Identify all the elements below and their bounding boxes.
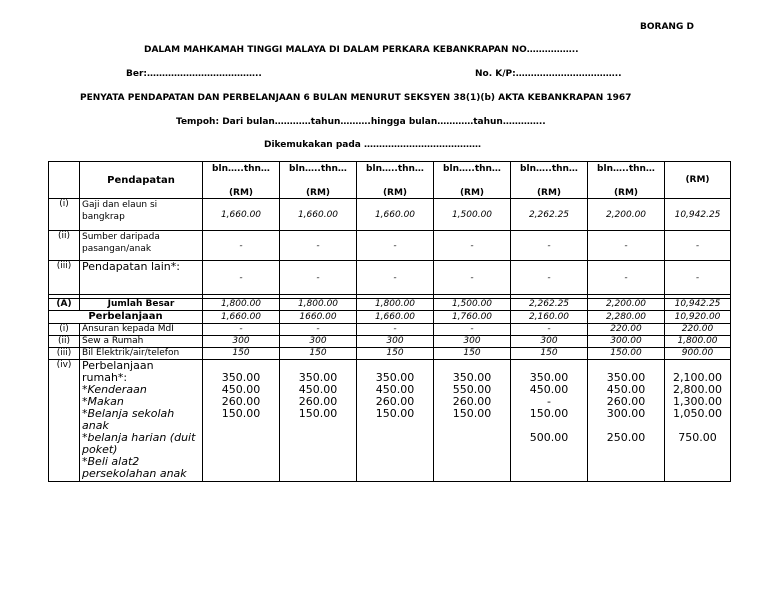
rumah-no: (iv) — [49, 360, 80, 482]
jumlah-besar-row-value: 2,262.25 — [511, 299, 588, 311]
ansuran-row-value: - — [203, 324, 280, 336]
pendapatan-lain-row-value: - — [357, 261, 434, 295]
rumah-label-cell — [80, 360, 203, 482]
rumah-value: 450.00 — [298, 383, 338, 396]
pendapatan-lain-row-value: - — [588, 261, 665, 295]
bil-row-value: 150 — [203, 348, 280, 360]
jumlah-besar-row-no: (A) — [49, 299, 80, 311]
rumah-value: 2,800.00 — [673, 383, 722, 396]
sumber-row-value: - — [511, 231, 588, 261]
rumah-value-cell — [357, 360, 434, 482]
rumah-value: 150.00 — [221, 407, 261, 420]
rumah-value: 350.00 — [452, 371, 492, 384]
bil-row-value: 150 — [511, 348, 588, 360]
bil-row-value: 150 — [280, 348, 357, 360]
rumah-value: 450.00 — [221, 383, 261, 396]
rumah-value: 260.00 — [221, 395, 261, 408]
rumah-value-cell — [588, 360, 665, 482]
rumah-title: Perbelanjaan rumah*: — [82, 359, 154, 384]
dikemukakan-line: Dikemukakan pada ………………………………… — [264, 140, 482, 150]
rumah-value: 2,100.00 — [673, 371, 722, 384]
gaji-row-value: 1,500.00 — [434, 199, 511, 231]
statement-title: PENYATA PENDAPATAN DAN PERBELANJAAN 6 BULAN MENURUT SEKSYEN 38(1)(b) AKTA KEBANKRAPAN 1967 — [80, 93, 632, 103]
form-id: BORANG D — [640, 22, 694, 32]
pendapatan-lain-row-value: - — [434, 261, 511, 295]
gaji-row-value: 2,200.00 — [588, 199, 665, 231]
sewa-row-value: 300 — [434, 336, 511, 348]
rm-label: (RM) — [305, 188, 331, 198]
rumah-item: *Makan — [82, 395, 124, 408]
sumber-row-label: Sumber daripada pasangan/anak — [80, 231, 203, 261]
sumber-row-value: - — [203, 231, 280, 261]
pendapatan-lain-row-value: - — [511, 261, 588, 295]
perbelanjaan-row-value: 1,660.00 — [357, 311, 434, 324]
rumah-value: 1,050.00 — [673, 407, 722, 420]
sumber-row — [49, 231, 731, 261]
month-label: bln…..thn… — [289, 164, 347, 174]
sumber-row-value: - — [665, 231, 731, 261]
rumah-value: 350.00 — [375, 371, 415, 384]
month-label: bln…..thn… — [520, 164, 578, 174]
sumber-row-value: - — [280, 231, 357, 261]
perbelanjaan-row-value: 1,660.00 — [203, 311, 280, 324]
gaji-row-label: Gaji dan elaun si bangkrap — [80, 199, 203, 231]
rumah-value: 260.00 — [298, 395, 338, 408]
month-header — [588, 162, 665, 199]
bil-row-label: Bil Elektrik/air/telefon — [80, 348, 203, 360]
perbelanjaan-row-value: 2,280.00 — [588, 311, 665, 324]
month-header — [357, 162, 434, 199]
ansuran-row-value: - — [280, 324, 357, 336]
income-expense-table — [48, 161, 731, 482]
sewa-row-value: 300 — [511, 336, 588, 348]
gaji-row-value: 1,660.00 — [357, 199, 434, 231]
rumah-value: 260.00 — [606, 395, 646, 408]
perbelanjaan-row — [49, 311, 731, 324]
rm-label: (RM) — [536, 188, 562, 198]
sewa-row-no: (ii) — [49, 336, 80, 348]
gaji-row-no: (i) — [49, 199, 80, 231]
rm-label: (RM) — [613, 188, 639, 198]
ansuran-row-label: Ansuran kepada MdI — [80, 324, 203, 336]
rumah-value-cell — [665, 360, 731, 482]
rumah-value: 150.00 — [298, 407, 338, 420]
rumah-value: 150.00 — [375, 407, 415, 420]
rumah-value: 350.00 — [529, 371, 569, 384]
rumah-value: 450.00 — [375, 383, 415, 396]
month-label: bln…..thn… — [443, 164, 501, 174]
perbelanjaan-row-value: 2,160.00 — [511, 311, 588, 324]
kp-field: No. K/P:…………………………….. — [475, 69, 622, 79]
sewa-row-value: 300 — [203, 336, 280, 348]
court-line: DALAM MAHKAMAH TINGGI MALAYA DI DALAM PERKARA KEBANKRAPAN NO…………….. — [144, 45, 579, 55]
sewa-row-label: Sew a Rumah — [80, 336, 203, 348]
pendapatan-lain-row-label: Pendapatan lain*: — [80, 261, 203, 295]
bil-row-value: 150 — [434, 348, 511, 360]
month-header — [434, 162, 511, 199]
month-label: bln…..thn… — [212, 164, 270, 174]
gaji-row-value: 1,660.00 — [203, 199, 280, 231]
rumah-value: 150.00 — [452, 407, 492, 420]
total-rm-header: (RM) — [665, 162, 731, 199]
tempoh-line: Tempoh: Dari bulan…………tahun……….hingga bulan…………tahun………….. — [176, 117, 546, 127]
jumlah-besar-row-value: 1,800.00 — [357, 299, 434, 311]
jumlah-besar-row-value: 1,500.00 — [434, 299, 511, 311]
rumah-value: 250.00 — [606, 431, 646, 444]
jumlah-besar-row-value: 1,800.00 — [203, 299, 280, 311]
rumah-value-cell — [280, 360, 357, 482]
bil-row-value: 900.00 — [665, 348, 731, 360]
rumah-value: 750.00 — [678, 431, 717, 444]
sewa-row-value: 1,800.00 — [665, 336, 731, 348]
rumah-value-cell — [511, 360, 588, 482]
rm-label: (RM) — [228, 188, 254, 198]
perbelanjaan-row-value: 10,920.00 — [665, 311, 731, 324]
rumah-value: 450.00 — [606, 383, 646, 396]
month-header — [280, 162, 357, 199]
ansuran-row-value: - — [357, 324, 434, 336]
pendapatan-header: Pendapatan — [80, 162, 203, 199]
sewa-row — [49, 336, 731, 348]
rumah-value: 150.00 — [529, 407, 569, 420]
pendapatan-lain-row-value: - — [203, 261, 280, 295]
rm-label: (RM) — [382, 188, 408, 198]
ansuran-row-value: - — [434, 324, 511, 336]
gaji-row-value: 2,262.25 — [511, 199, 588, 231]
ansuran-row-no: (i) — [49, 324, 80, 336]
perbelanjaan-rumah-row — [49, 360, 731, 482]
header-no-cell — [49, 162, 80, 199]
pendapatan-lain-row-value: - — [280, 261, 357, 295]
rumah-value: 1,300.00 — [673, 395, 722, 408]
gaji-row — [49, 199, 731, 231]
rumah-item: *belanja harian (duit poket) — [82, 431, 196, 456]
sumber-row-value: - — [588, 231, 665, 261]
bil-row-no: (iii) — [49, 348, 80, 360]
gaji-row-value: 10,942.25 — [665, 199, 731, 231]
pendapatan-lain-row — [49, 261, 731, 295]
ansuran-row-value: 220.00 — [588, 324, 665, 336]
month-header — [511, 162, 588, 199]
ansuran-row-value: 220.00 — [665, 324, 731, 336]
sumber-row-no: (ii) — [49, 231, 80, 261]
rumah-value: 500.00 — [529, 431, 569, 444]
jumlah-besar-row-value: 1,800.00 — [280, 299, 357, 311]
sumber-row-value: - — [357, 231, 434, 261]
rumah-item: *Belanja sekolah anak — [82, 407, 175, 432]
sumber-row-value: - — [434, 231, 511, 261]
rumah-value: 350.00 — [221, 371, 261, 384]
month-header — [203, 162, 280, 199]
gaji-row-value: 1,660.00 — [280, 199, 357, 231]
pendapatan-lain-row-no: (iii) — [49, 261, 80, 295]
rumah-item: *Beli alat2 persekolahan anak — [82, 455, 187, 480]
perbelanjaan-row-value: 1,760.00 — [434, 311, 511, 324]
rm-label: (RM) — [459, 188, 485, 198]
rumah-value: 550.00 — [452, 383, 492, 396]
jumlah-besar-row-label: Jumlah Besar — [80, 299, 203, 311]
pendapatan-lain-row-value: - — [665, 261, 731, 295]
ber-field: Ber:……………………………….. — [126, 69, 262, 79]
rumah-value: 260.00 — [452, 395, 492, 408]
sewa-row-value: 300 — [357, 336, 434, 348]
jumlah-besar-row-value: 2,200.00 — [588, 299, 665, 311]
bil-row — [49, 348, 731, 360]
perbelanjaan-row-label: Perbelanjaan — [49, 311, 203, 324]
header-row — [49, 162, 731, 199]
perbelanjaan-row-value: 1660.00 — [280, 311, 357, 324]
rumah-value: 260.00 — [375, 395, 415, 408]
rumah-value: - — [547, 395, 551, 408]
ansuran-row — [49, 324, 731, 336]
rumah-item: *Kenderaan — [82, 383, 147, 396]
rumah-value: 450.00 — [529, 383, 569, 396]
jumlah-besar-row-value: 10,942.25 — [665, 299, 731, 311]
rumah-value: 350.00 — [606, 371, 646, 384]
rumah-value: 300.00 — [606, 407, 646, 420]
sewa-row-value: 300.00 — [588, 336, 665, 348]
bil-row-value: 150.00 — [588, 348, 665, 360]
rumah-value-cell — [434, 360, 511, 482]
month-label: bln…..thn… — [597, 164, 655, 174]
rumah-value-cell — [203, 360, 280, 482]
month-label: bln…..thn… — [366, 164, 424, 174]
rumah-value: 350.00 — [298, 371, 338, 384]
bil-row-value: 150 — [357, 348, 434, 360]
sewa-row-value: 300 — [280, 336, 357, 348]
ansuran-row-value: - — [511, 324, 588, 336]
jumlah-besar-row — [49, 299, 731, 311]
